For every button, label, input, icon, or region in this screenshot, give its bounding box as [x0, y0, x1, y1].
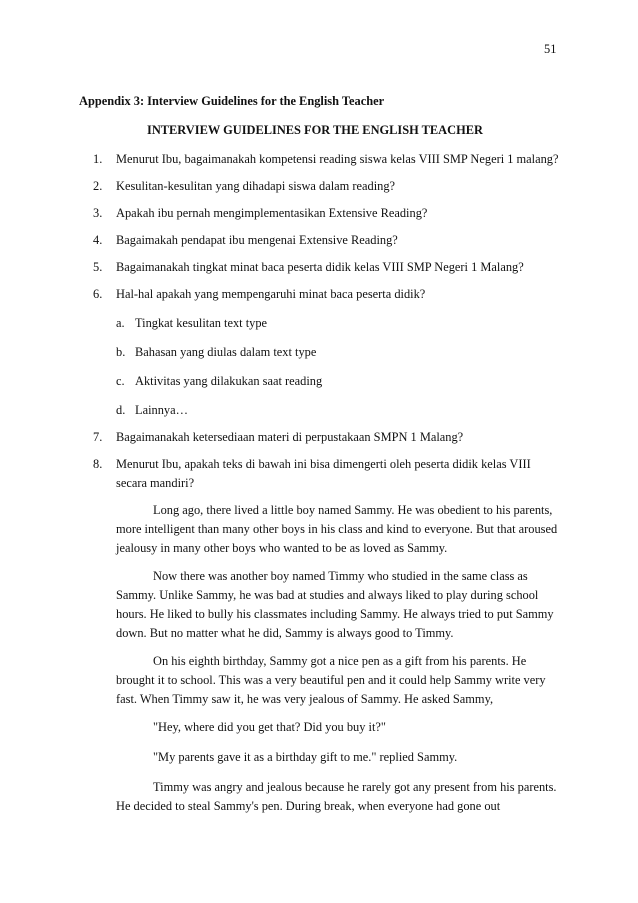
sub-item-letter: c. [116, 374, 125, 388]
question-item [93, 231, 563, 250]
story-paragraph: Long ago, there lived a little boy named Sammy. He was obedient to his parents, more intelligent than many other boys in his class and kind to everyone. But that aroused jealousy in many other boys who wanted to be as loved as Sammy. [116, 503, 558, 555]
question-number: 8. [93, 457, 103, 471]
sub-item [116, 401, 563, 420]
story-text [116, 501, 563, 816]
question-number: 5. [93, 260, 103, 274]
story-paragraph: On his eighth birthday, Sammy got a nice pen as a gift from his parents. He brought it to school. This was a very beautiful pen and it could help Sammy write very fast. When Timmy saw it, he was very jealous of Sammy. He asked Sammy, [116, 654, 546, 706]
question-item [93, 204, 563, 223]
question-text: Menurut Ibu, apakah teks di bawah ini bisa dimengerti oleh peserta didik kelas VIII secara mandiri? [116, 457, 531, 490]
appendix-title: Appendix 3: Interview Guidelines for the English Teacher [79, 94, 385, 108]
question-number: 7. [93, 430, 103, 444]
question-text: Menurut Ibu, bagaimanakah kompetensi reading siswa kelas VIII SMP Negeri 1 malang? [116, 152, 559, 166]
question-number: 6. [93, 287, 103, 301]
question-text: Bagaimakah pendapat ibu mengenai Extensive Reading? [116, 233, 398, 247]
question-text: Apakah ibu pernah mengimplementasikan Extensive Reading? [116, 206, 428, 220]
sub-item-letter: b. [116, 345, 126, 359]
story-paragraph: Now there was another boy named Timmy who studied in the same class as Sammy. Unlike Sammy, he was bad at studies and always liked to play during school hours. He liked to bully his classmates including Sammy. He always tried to put Sammy down. But no matter what he did, Sammy is always good to Timmy. [116, 569, 554, 640]
question-item [93, 177, 563, 196]
question-number: 4. [93, 233, 103, 247]
sub-item-text: Tingkat kesulitan text type [135, 316, 268, 330]
question-number: 3. [93, 206, 103, 220]
question-text: Kesulitan-kesulitan yang dihadapi siswa dalam reading? [116, 179, 396, 193]
question-number: 2. [93, 179, 103, 193]
story-dialogue: "Hey, where did you get that? Did you buy it?" [153, 720, 386, 734]
sub-item-text: Bahasan yang diulas dalam text type [135, 345, 317, 359]
sub-item-text: Lainnya… [135, 403, 188, 417]
sub-item-letter: a. [116, 316, 125, 330]
sub-item [116, 314, 563, 333]
question-item [93, 428, 563, 447]
question-item [93, 150, 563, 169]
sub-item [116, 343, 563, 362]
sub-item [116, 372, 563, 391]
question-text: Hal-hal apakah yang mempengaruhi minat baca peserta didik? [116, 287, 426, 301]
question-list [93, 150, 563, 825]
document-heading: INTERVIEW GUIDELINES FOR THE ENGLISH TEACHER [147, 123, 483, 137]
question-text: Bagaimanakah tingkat minat baca peserta didik kelas VIII SMP Negeri 1 Malang? [116, 260, 524, 274]
page-number: 51 [544, 42, 557, 56]
question-item [93, 455, 563, 816]
question-item [93, 285, 563, 420]
question-item [93, 258, 563, 277]
story-dialogue: "My parents gave it as a birthday gift to me." replied Sammy. [153, 750, 458, 764]
story-paragraph: Timmy was angry and jealous because he rarely got any present from his parents. He decided to steal Sammy's pen. During break, when everyone had gone out [116, 780, 557, 813]
sub-item-text: Aktivitas yang dilakukan saat reading [135, 374, 323, 388]
sub-item-letter: d. [116, 403, 126, 417]
sub-item-list [116, 314, 563, 420]
question-number: 1. [93, 152, 103, 166]
question-text: Bagaimanakah ketersediaan materi di perpustakaan SMPN 1 Malang? [116, 430, 464, 444]
